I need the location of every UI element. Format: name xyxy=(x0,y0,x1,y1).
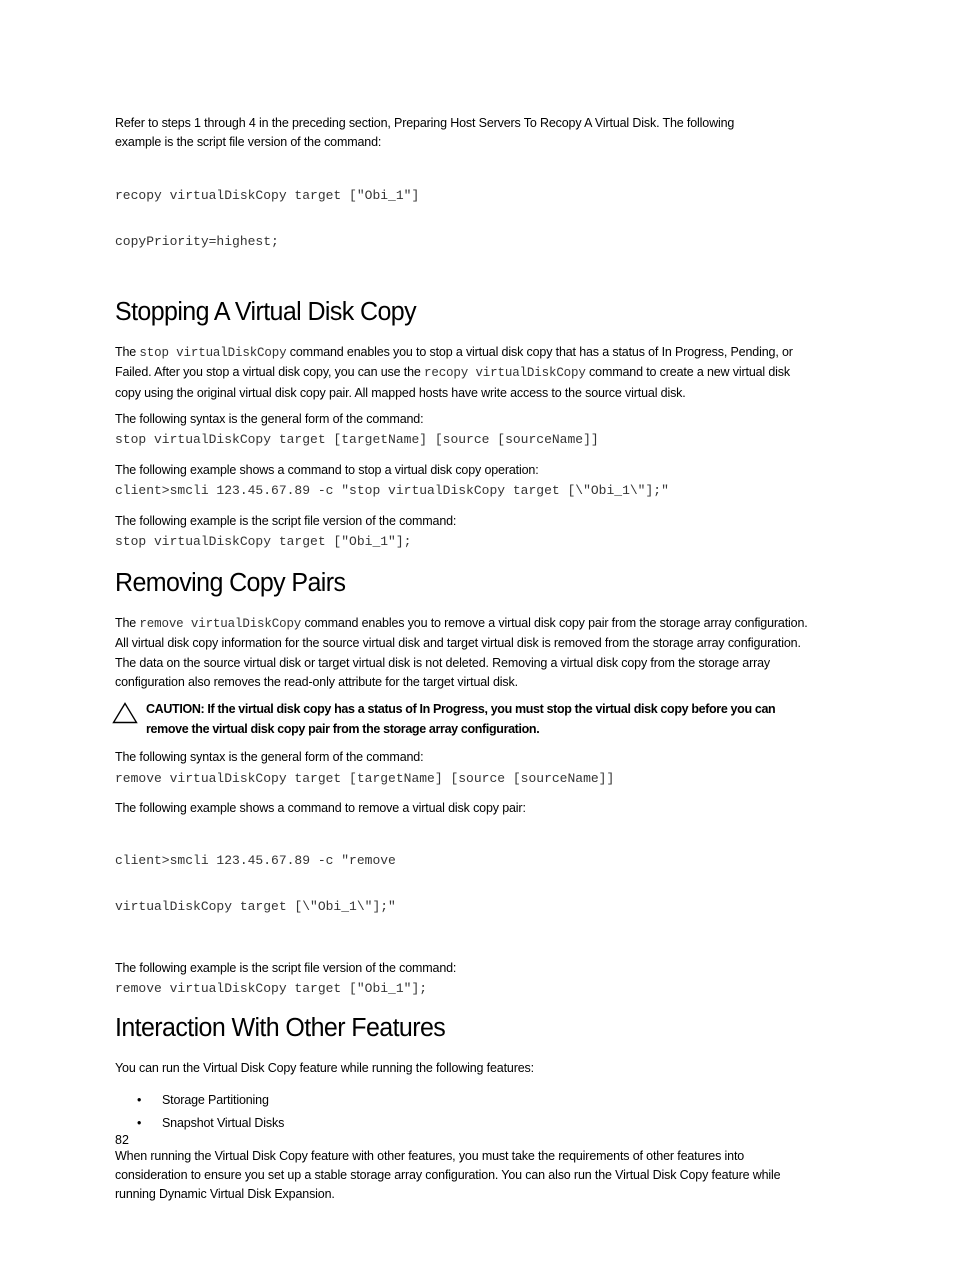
stopping-syntax-intro: The following syntax is the general form of the command: xyxy=(115,412,424,427)
stopping-syntax-code: stop virtualDiskCopy target [targetName] [source [sourceName]] xyxy=(115,432,599,448)
section-heading-stopping: Stopping A Virtual Disk Copy xyxy=(115,296,416,327)
page-number: 82 xyxy=(115,1133,129,1147)
caution-text: CAUTION: If the virtual disk copy has a status of In Progress, you must stop the virtual disk copy before you can remove the virtual disk copy pair from the storage array configuration. xyxy=(146,702,776,736)
list-item-label: Snapshot Virtual Disks xyxy=(162,1116,285,1131)
inline-code: recopy virtualDiskCopy xyxy=(424,366,586,381)
text-fragment: command enables you to stop a virtual disk copy that has a status of In Progress, Pending, or Failed. After you stop a virtual disk copy, you can use the xyxy=(115,344,793,380)
document-page xyxy=(115,114,815,1212)
list-item xyxy=(115,1114,815,1133)
list-item xyxy=(115,1091,815,1110)
caution-note xyxy=(115,700,815,739)
intro-line-1: Refer to steps 1 through 4 in the preceding section, Preparing Host Servers To Recopy A Virtual Disk. The following xyxy=(115,116,735,130)
feature-list xyxy=(115,1091,815,1134)
text-fragment: The xyxy=(115,615,140,630)
removing-example-intro: The following example shows a command to remove a virtual disk copy pair: xyxy=(115,801,526,816)
code-line: recopy virtualDiskCopy target ["Obi_1"] xyxy=(115,187,420,203)
stopping-example-code: client>smcli 123.45.67.89 -c "stop virtualDiskCopy target [\"Obi_1\"];" xyxy=(115,483,669,499)
removing-script-intro: The following example is the script file version of the command: xyxy=(115,960,457,975)
stopping-script-code: stop virtualDiskCopy target ["Obi_1"]; xyxy=(115,534,412,550)
code-line: copyPriority=highest; xyxy=(115,234,279,250)
intro-code-block xyxy=(115,157,815,281)
bullet-icon: • xyxy=(137,1092,142,1107)
code-line: virtualDiskCopy target [\"Obi_1\"];" xyxy=(115,899,396,914)
removing-script-code: remove virtualDiskCopy target ["Obi_1"]; xyxy=(115,980,428,996)
list-item-label: Storage Partitioning xyxy=(162,1092,269,1107)
intro-paragraph xyxy=(115,114,815,153)
inline-code: remove virtualDiskCopy xyxy=(139,616,302,631)
text-fragment: command to create a new virtual disk copy using the original virtual disk copy pair. All mapped hosts have write access to the source virtual disk. xyxy=(115,365,790,400)
text-fragment: The xyxy=(115,344,140,359)
section-heading-interaction: Interaction With Other Features xyxy=(115,1013,446,1043)
inline-code: stop virtualDiskCopy xyxy=(139,345,287,360)
section-heading-removing: Removing Copy Pairs xyxy=(115,567,346,598)
removing-syntax-intro: The following syntax is the general form of the command: xyxy=(115,750,424,765)
caution-triangle-icon xyxy=(112,702,138,724)
text-fragment: command enables you to remove a virtual disk copy pair from the storage array configuration. All virtual disk copy information for the source virtual disk and target virtual disk is removed from the storage array configuration. The data on the source virtual disk or target virtual disk is not deleted. Removing a virtual disk copy from the storage array configuration also removes the read-only attribute for the target virtual disk. xyxy=(115,615,808,689)
stopping-description xyxy=(115,343,815,403)
stopping-script-intro: The following example is the script file version of the command: xyxy=(115,513,457,528)
stopping-example-intro: The following example shows a command to stop a virtual disk copy operation: xyxy=(115,462,539,477)
removing-description xyxy=(115,614,815,693)
interaction-intro: You can run the Virtual Disk Copy feature while running the following features: xyxy=(115,1061,534,1076)
intro-line-2: example is the script file version of the command: xyxy=(115,135,382,150)
removing-syntax-code: remove virtualDiskCopy target [targetName] [source [sourceName]] xyxy=(115,770,615,786)
removing-example-code xyxy=(115,822,815,946)
bullet-icon: • xyxy=(137,1116,142,1131)
code-line: client>smcli 123.45.67.89 -c "remove xyxy=(115,852,396,868)
interaction-closing: When running the Virtual Disk Copy feature with other features, you must take the requirements of other features into consideration to ensure you set up a stable storage array configuration. You can also run the Virtual Disk Copy feature while running Dynamic Virtual Disk Expansion. xyxy=(115,1148,781,1202)
